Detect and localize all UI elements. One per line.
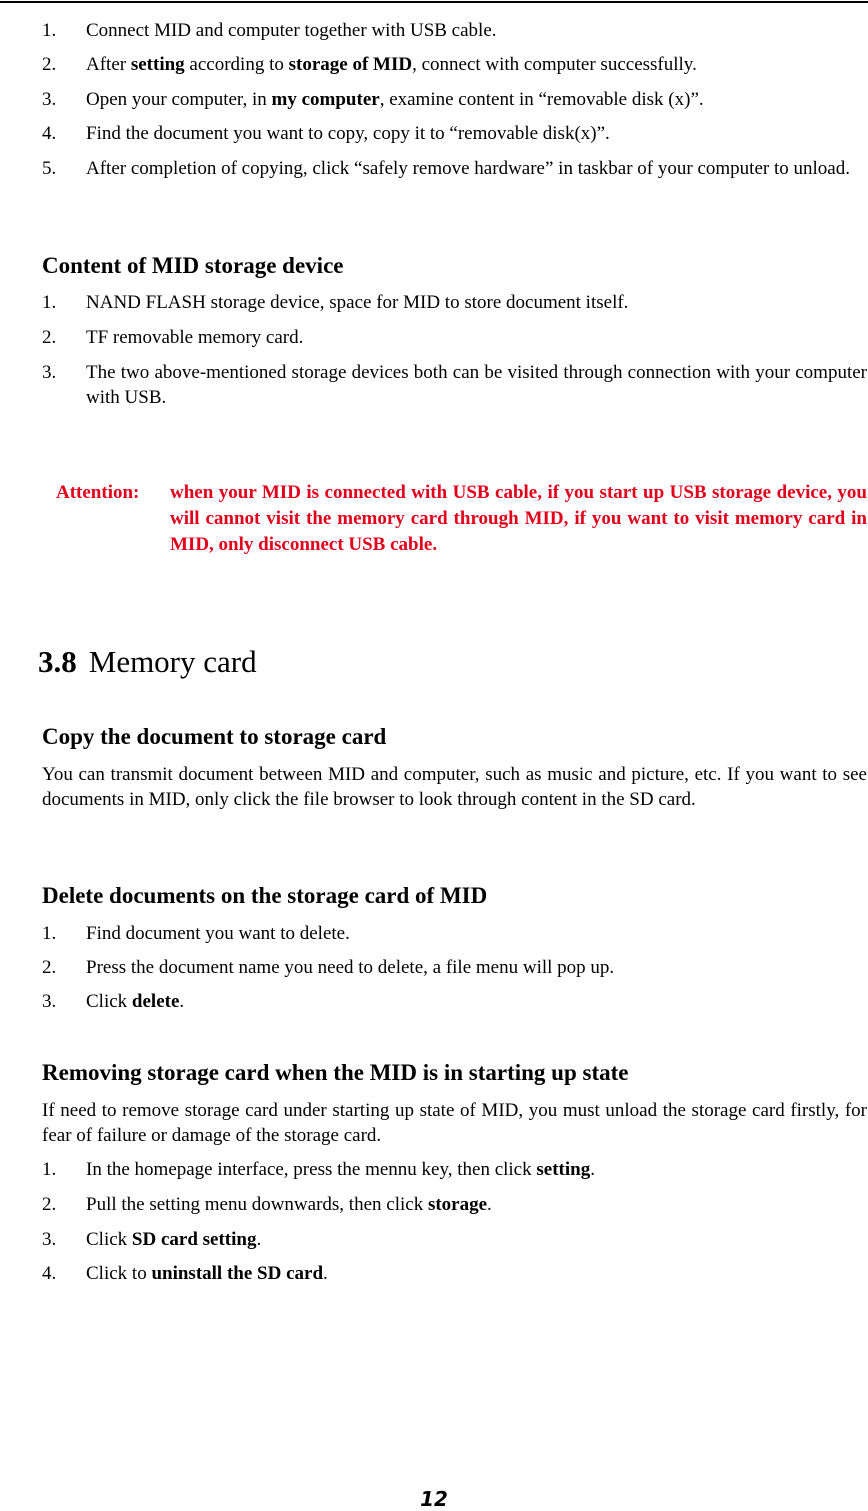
- content-item: 3. The two above-mentioned storage devices both can be visited through connection with your computer with USB.: [42, 362, 867, 408]
- usb-step: 4. Find the document you want to copy, copy it to “removable disk(x)”.: [42, 123, 610, 144]
- delete-heading: Delete documents on the storage card of MID: [42, 883, 488, 908]
- attention-label: Attention:: [56, 482, 140, 503]
- delete-step: 2. Press the document name you need to delete, a file menu will pop up.: [42, 957, 615, 978]
- list-number: 4.: [42, 1263, 57, 1284]
- section-number: 3.8: [38, 644, 77, 679]
- attention-text: when your MID is connected with USB cable, if you start up USB storage device, you will cannot visit the memory card through MID, if you want to visit memory card in MID, only disconnect USB cable.: [170, 482, 867, 555]
- list-number: 3.: [42, 362, 57, 383]
- content-heading: Content of MID storage device: [42, 253, 344, 278]
- list-number: 4.: [42, 123, 57, 144]
- usb-step: 3. Open your computer, in my computer, examine content in “removable disk (x)”.: [42, 89, 704, 110]
- remove-paragraph: If need to remove storage card under starting up state of MID, you must unload the storage card firstly, for fear of failure or damage of the storage card.: [42, 1100, 867, 1146]
- list-number: 5.: [42, 158, 57, 179]
- list-number: 3.: [42, 1229, 57, 1250]
- delete-step: 3. Click delete.: [42, 991, 185, 1012]
- remove-step: 1. In the homepage interface, press the mennu key, then click setting.: [42, 1159, 595, 1180]
- list-number: 2.: [42, 327, 57, 348]
- list-number: 1.: [42, 923, 57, 944]
- delete-step: 1. Find document you want to delete.: [42, 923, 350, 944]
- list-number: 1.: [42, 20, 57, 41]
- remove-step: 2. Pull the setting menu downwards, then click storage.: [42, 1194, 492, 1215]
- content-item: 2. TF removable memory card.: [42, 327, 304, 348]
- list-number: 1.: [42, 292, 57, 313]
- list-number: 3.: [42, 991, 57, 1012]
- section-title: [38, 643, 257, 681]
- copy-paragraph: You can transmit document between MID and computer, such as music and picture, etc. If you want to see documents in MID, only click the file browser to look through content in the SD card.: [42, 764, 867, 810]
- usb-step: 5. After completion of copying, click “safely remove hardware” in taskbar of your computer to unload.: [42, 158, 850, 179]
- list-number: 2.: [42, 54, 57, 75]
- attention-note: [56, 480, 867, 558]
- copy-heading: Copy the document to storage card: [42, 724, 387, 749]
- content-item: 1. NAND FLASH storage device, space for MID to store document itself.: [42, 292, 629, 313]
- remove-heading: Removing storage card when the MID is in starting up state: [42, 1060, 629, 1085]
- list-number: 2.: [42, 957, 57, 978]
- usb-step: 1. Connect MID and computer together with USB cable.: [42, 20, 497, 41]
- usb-step: 2. After setting according to storage of MID, connect with computer successfully.: [42, 54, 697, 75]
- remove-step: 4. Click to uninstall the SD card.: [42, 1263, 328, 1284]
- page-number: 12: [420, 1487, 448, 1511]
- remove-step: 3. Click SD card setting.: [42, 1229, 262, 1250]
- list-number: 2.: [42, 1194, 57, 1215]
- top-rule: [0, 1, 868, 3]
- section-name: Memory card: [88, 644, 257, 679]
- list-number: 1.: [42, 1159, 57, 1180]
- list-number: 3.: [42, 89, 57, 110]
